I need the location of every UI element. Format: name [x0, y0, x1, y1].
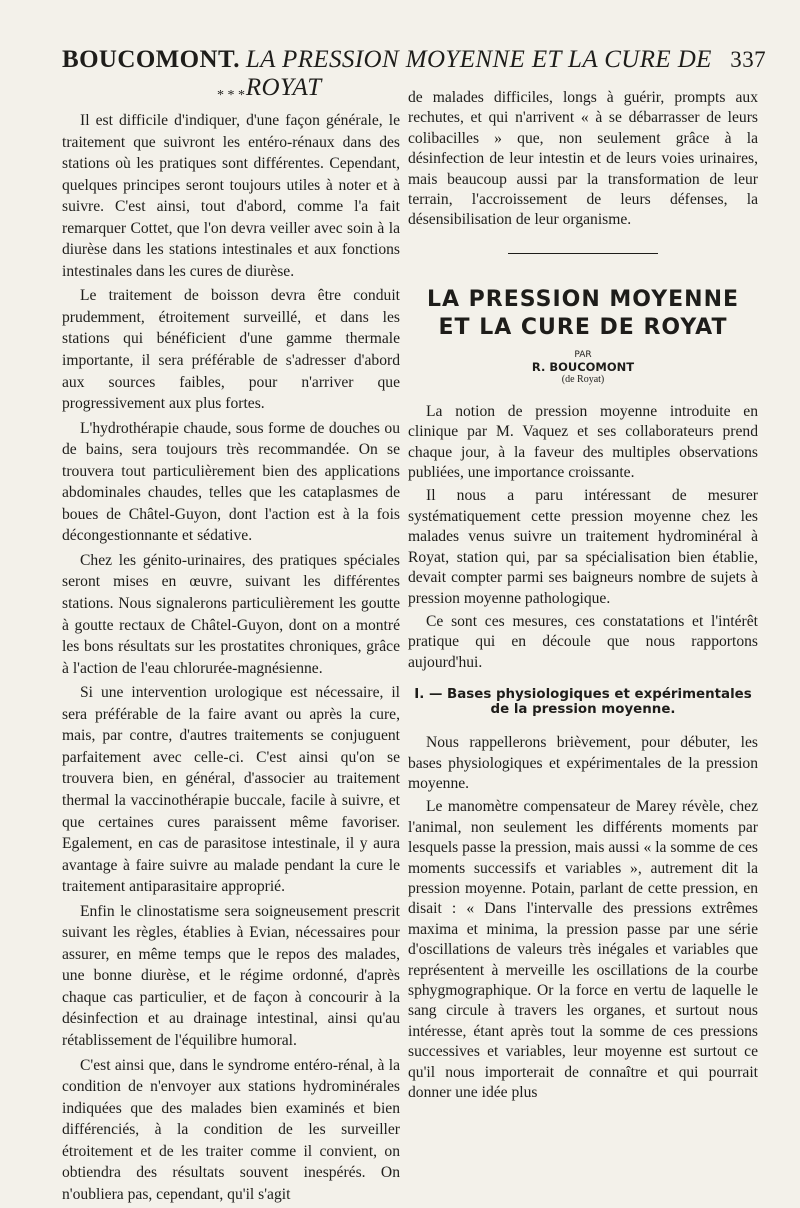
article-title-line-1: LA PRESSION MOYENNE — [426, 286, 740, 312]
article-author: R. BOUCOMONT — [531, 359, 635, 374]
section-heading-line-1: I. — Bases physiologiques et expérimentales — [414, 687, 752, 703]
page-number: 337 — [730, 47, 766, 72]
paragraph: Enfin le clinostatisme sera soigneusement prescrit suivant les règles, établies à Evian, nécessaires pour assurer, en même temps que le repos des malades, une bonne diurèse, et le régime ordonné, d'après chaque cas particulier, et de façon à concourir à la désinfection et au drainage intestinal, ainsi qu'au rétablissement de l'équilibre humoral. — [62, 902, 400, 1049]
continued-paragraph: de malades difficiles, longs à guérir, prompts aux rechutes, et qui n'arrivent « à se débarrasser de leurs colibacilles » que, non seulement grâce à la désinfection de leur intestin et de leurs voies urinaires, mais beaucoup aussi par la transformation de leur terrain, l'accroissement de leurs défenses, la désensibilisation de leur organisme. — [408, 89, 758, 229]
paragraph: C'est ainsi que, dans le syndrome entéro-rénal, à la condition de n'envoyer aux stations hydrominérales indiquées que des malades bien examinés et bien différenciés, à la condition de les surveiller étroitement et de les traiter comme il convient, on obtiendra des résultats souvent inespérés. On n'oubliera pas, cependant, qu'il s'agit — [62, 1056, 400, 1203]
section-separator: * * * — [217, 88, 245, 103]
header-author: BOUCOMONT. — [62, 46, 240, 73]
running-header — [62, 46, 766, 101]
section-heading-line-2: de la pression moyenne. — [490, 702, 676, 718]
paragraph: L'hydrothérapie chaude, sous forme de douches ou de bains, sera toujours très recommandée. On se trouvera tout particulièrement bien des applications abdominales chaudes, telles que les cataplasmes de boues de Châtel-Guyon, dont l'action est à la fois décongestionnante et sédative. — [62, 419, 400, 545]
byline-par: PAR — [574, 349, 592, 360]
section-heading — [408, 687, 758, 717]
article-divider — [508, 253, 658, 254]
paragraph: Il nous a paru intéressant de mesurer systématiquement cette pression moyenne chez les malades venus suivre un traitement hydrominéral à Royat, station qui, par sa spécialisation bien établie, devait compter parmi ses baigneurs nombre de sujets à pression moyenne pathologique. — [408, 487, 758, 607]
paragraph: Ce sont ces mesures, ces constatations et l'intérêt pratique qui en découle que nous rapportons aujourd'hui. — [408, 612, 758, 671]
paragraph: Si une intervention urologique est nécessaire, il sera préférable de la faire avant ou après la cure, mais, par contre, d'autres traitements se conjuguent parfaitement avec celle-ci. C'est ainsi qu'on se trouvera bien, en général, d'associer au traitement thermal la vaccinothérapie buccale, facile à suivre, et que certaines cures paraissent même favoriser. Egalement, en cas de parasitose intestinale, il y aura avantage à faire suivre au malade pendant la cure le traitement antiparasitaire approprié. — [62, 684, 400, 896]
paragraph: La notion de pression moyenne introduite en clinique par M. Vaquez et ses collaborateurs prend chaque jour, à la faveur des multiples observations publiées, une importance croissante. — [408, 402, 758, 482]
article-title — [408, 286, 758, 342]
paragraph: Le traitement de boisson devra être conduit prudemment, étroitement surveillé, et dans les stations qui bénéficient d'une gamme thermale importante, il sera préférable de s'adresser d'abord aux sources faibles, pour n'arriver que progressivement aux plus fortes. — [62, 287, 400, 413]
paragraph: Nous rappellerons brièvement, pour débuter, les bases physiologiques et expérimentales de la pression moyenne. — [408, 734, 758, 792]
left-column — [62, 88, 400, 1208]
paragraph: Le manomètre compensateur de Marey révèle, chez l'animal, non seulement les différents moments par lesquels passe la pression, mais aussi « la somme de ces moments successifs et variables », autrement dit la pression moyenne. Potain, parlant de cette pression, en disait : « Dans l'intervalle des pressions extrêmes maxima et minima, la pression passe par une série d'oscillations de valeurs très inégales et variables que représentent à merveille les oscillations de la courbe sphygmographique. Or la force en vertu de laquelle le sang circule à travers les organes, et surtout nous intéresse, étant après tout la somme de ces pressions successives et variables, leur moyenne est surtout ce qu'il nous importerait de connaître et qui pourrait donner une idée plus — [408, 798, 758, 1102]
paragraph: Il est difficile d'indiquer, d'une façon générale, le traitement que suivront les entéro-rénaux dans des stations où les pratiques sont différentes. Cependant, quelques principes seront toujours utiles à noter et à suivre. C'est ainsi, tout d'abord, comme l'a fait remarquer Cottet, que l'on devra veiller avec soin à la diurèse dans les stations intestinales et aux fonctions intestinales dans les cures de diurèse. — [62, 112, 400, 280]
paragraph: Chez les génito-urinaires, des pratiques spéciales seront mises en œuvre, suivant les différentes stations. Nous signalerons particulièrement les goutte à goutte rectaux de Châtel-Guyon, dont on a montré les bons résultats sur les prostatites chroniques, grâce à l'action de l'eau chlorurée-magnésienne. — [62, 551, 400, 677]
article-title-line-2: ET LA CURE DE ROYAT — [438, 314, 728, 340]
header-title: LA PRESSION MOYENNE ET LA CURE DE ROYAT — [245, 46, 712, 101]
author-affiliation: (de Royat) — [561, 373, 605, 385]
right-column — [408, 88, 758, 1106]
